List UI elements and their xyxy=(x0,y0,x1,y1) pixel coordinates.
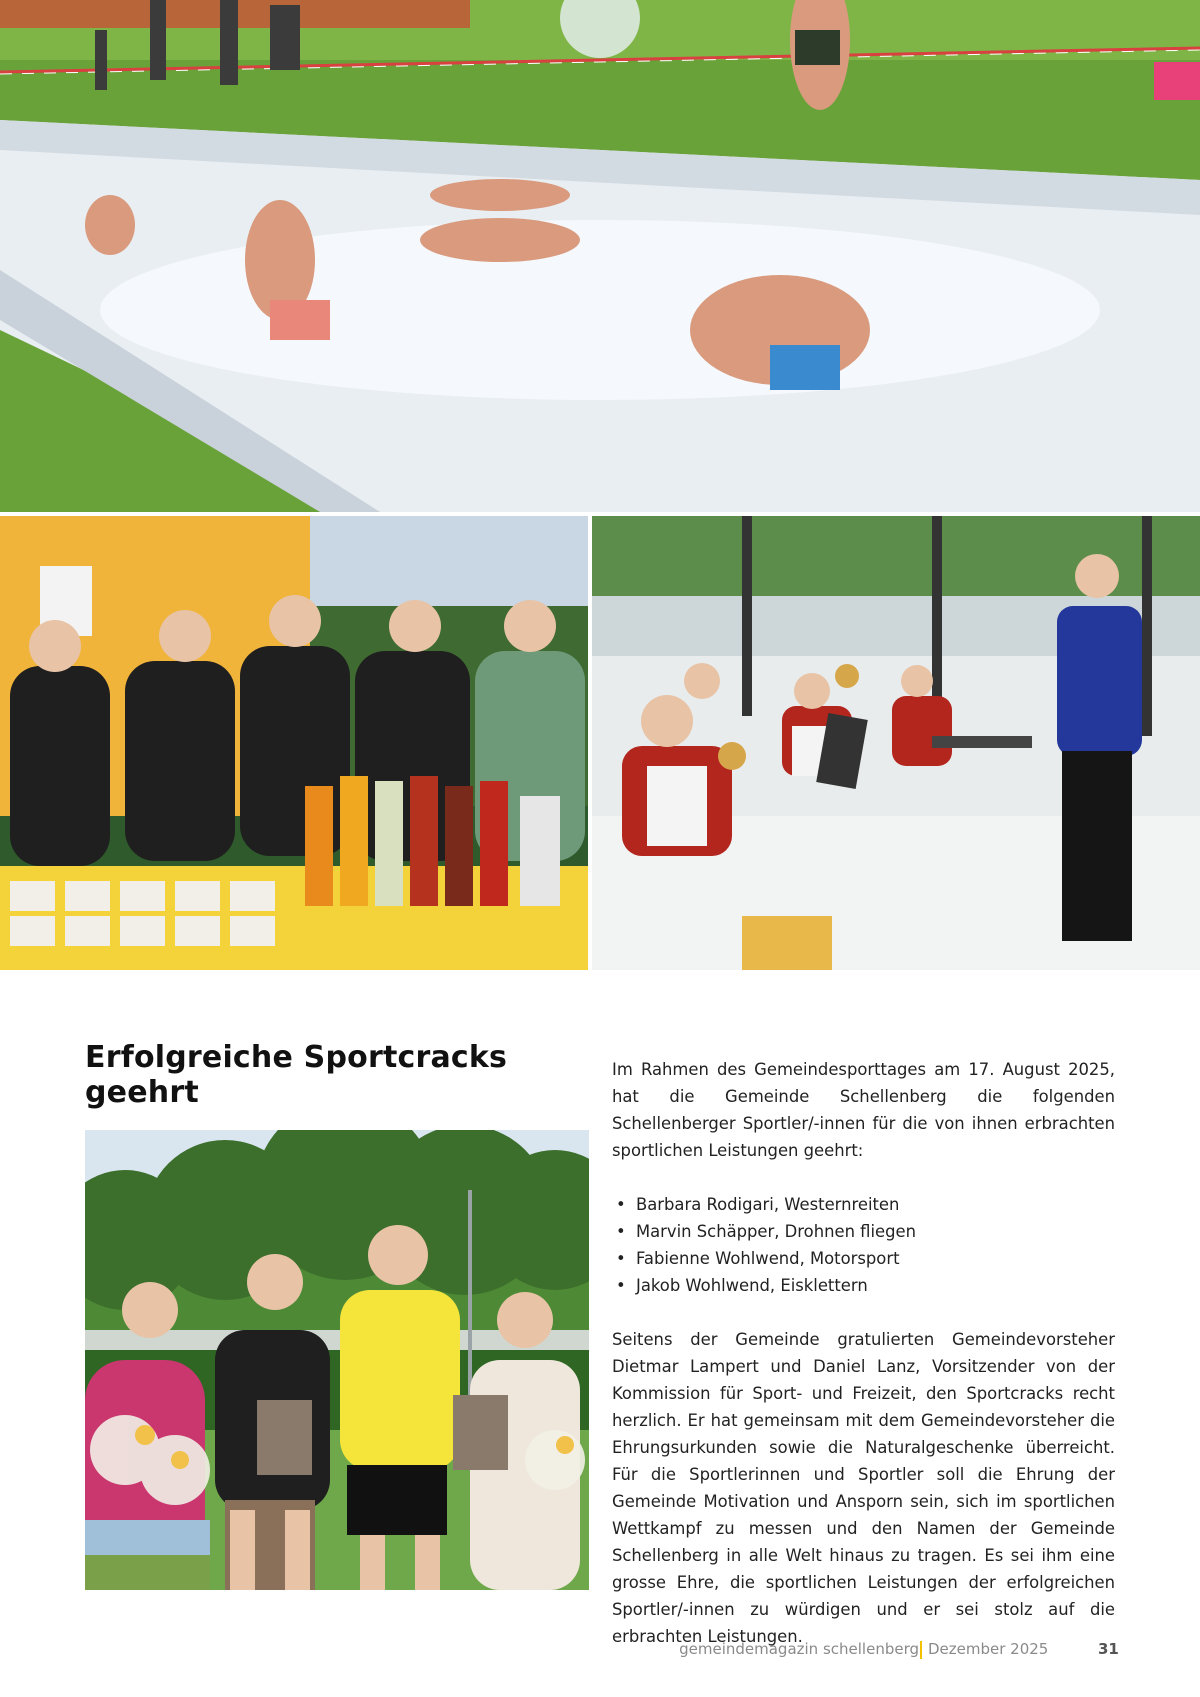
issue-date: Dezember 2025 xyxy=(928,1640,1049,1658)
photo-scouts-stand xyxy=(0,516,588,970)
honoree-label: Fabienne Wohlwend, Motorsport xyxy=(636,1249,900,1268)
article-headline: Erfolgreiche Sportcracks geehrt xyxy=(85,1040,508,1110)
list-item xyxy=(612,1191,1115,1218)
article-body xyxy=(612,1056,1115,1650)
honoree-label: Jakob Wohlwend, Eisklettern xyxy=(636,1276,868,1295)
bullet-icon: • xyxy=(616,1195,626,1214)
footer-separator xyxy=(920,1641,922,1659)
page-number: 31 xyxy=(1098,1640,1119,1658)
list-item xyxy=(612,1272,1115,1299)
accent-tab xyxy=(1154,62,1200,100)
honoree-label: Marvin Schäpper, Drohnen fliegen xyxy=(636,1222,917,1241)
magazine-name: gemeindemagazin schellenberg xyxy=(679,1640,919,1658)
bullet-icon: • xyxy=(616,1249,626,1268)
honorees-list xyxy=(612,1191,1115,1299)
honoree-label: Barbara Rodigari, Westernreiten xyxy=(636,1195,900,1214)
photo-music-band xyxy=(592,516,1200,970)
bullet-icon: • xyxy=(616,1222,626,1241)
bullet-icon: • xyxy=(616,1276,626,1295)
photo-award-ceremony xyxy=(85,1130,589,1590)
article-paragraph: Seitens der Gemeinde gratulierten Gemeindevorsteher Dietmar Lampert und Daniel Lanz, Vorsitzender von der Kommission für Sport- und Freizeit, den Sportcracks recht herzlich. Er hat gemeinsam mit dem Gemeindevorsteher die Ehrungsurkunden sowie die Naturalgeschenke überreicht. Für die Sportlerinnen und Sportler soll die Ehrung der Gemeinde Motivation und Ansporn sein, sich im sportlichen Wettkampf zu messen und den Namen der Gemeinde Schellenberg in alle Welt hinaus zu tragen. Es sei ihm eine grosse Ehre, die sportlichen Leistungen der erfolgreichen Sportler/-innen zu würdigen und er sei stolz auf die erbrachten Leistungen. xyxy=(612,1330,1115,1646)
list-item xyxy=(612,1218,1115,1245)
list-item xyxy=(612,1245,1115,1272)
page-footer xyxy=(0,1640,1200,1664)
article-intro: Im Rahmen des Gemeindesporttages am 17. August 2025, hat die Gemeinde Schellenberg die folgenden Schellenberger Sportler/-innen für die von ihnen erbrachten sportlichen Leistungen geehrt: xyxy=(612,1060,1115,1160)
photo-water-slide xyxy=(0,0,1200,512)
